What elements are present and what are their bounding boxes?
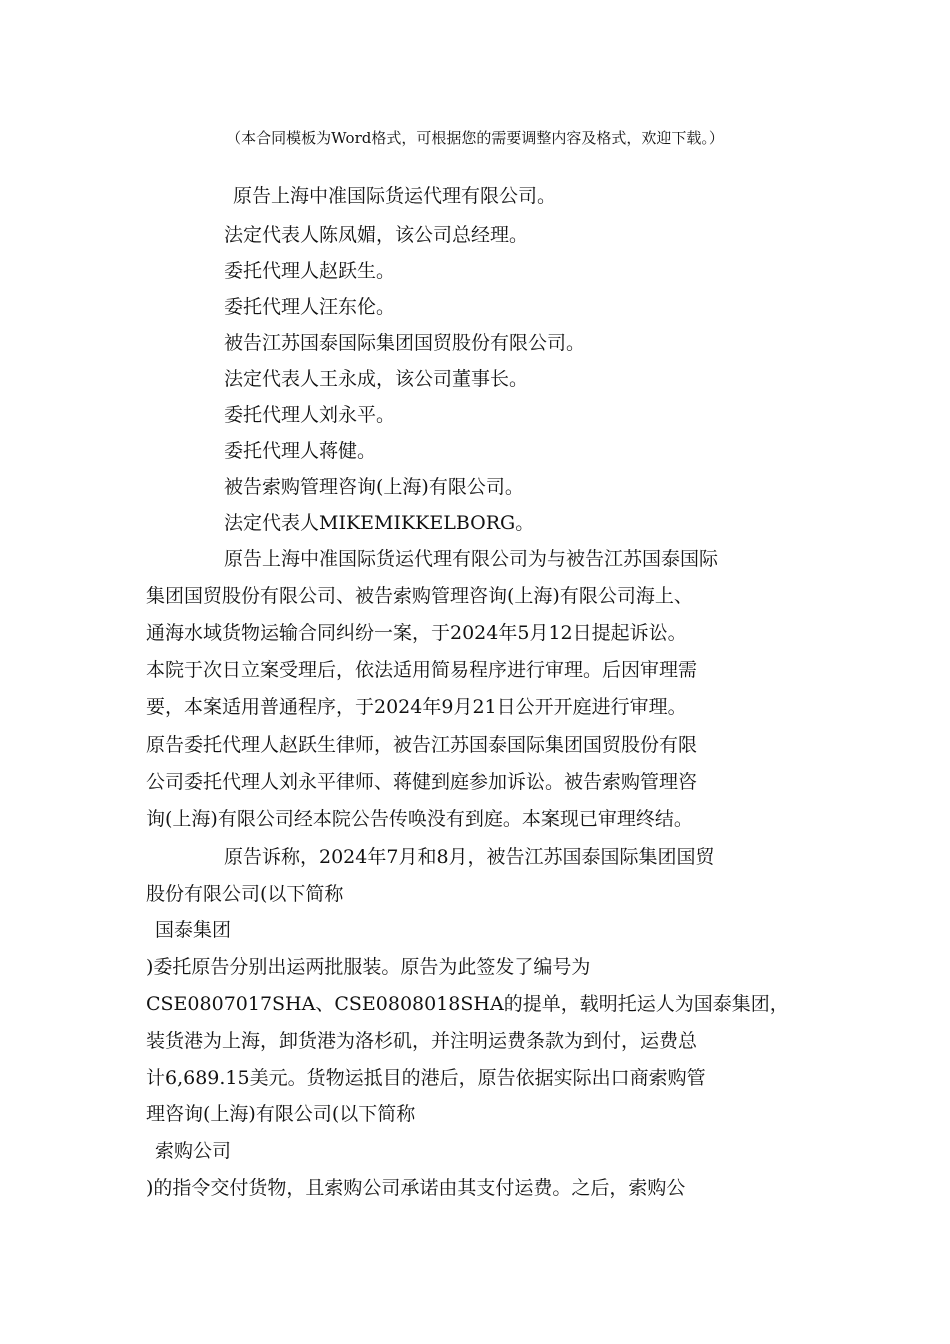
text-line: 询(上海)有限公司经本院公告传唤没有到庭。本案现已审理终结。 bbox=[146, 808, 693, 830]
text-line: 装货港为上海，卸货港为洛杉矶，并注明运费条款为到付，运费总 bbox=[146, 1030, 698, 1052]
text-line: 计6,689.15美元。货物运抵目的港后，原告依据实际出口商索购管 bbox=[146, 1067, 706, 1089]
text-line: )的指令交付货物，且索购公司承诺由其支付运费。之后，索购公 bbox=[146, 1177, 686, 1199]
text-line: 理咨询(上海)有限公司(以下简称 bbox=[146, 1103, 416, 1125]
text-line: 原告上海中准国际货运代理有限公司。 bbox=[233, 185, 557, 207]
text-line: 国泰集团 bbox=[155, 919, 232, 941]
text-line: 委托代理人刘永平。 bbox=[224, 404, 396, 426]
text-line: 股份有限公司(以下简称 bbox=[146, 883, 344, 905]
text-line: 通海水域货物运输合同纠纷一案，于2024年5月12日提起诉讼。 bbox=[146, 622, 687, 644]
text-line: 被告江苏国泰国际集团国贸股份有限公司。 bbox=[224, 332, 586, 354]
text-line: 委托代理人汪东伦。 bbox=[224, 296, 396, 318]
text-line: 本院于次日立案受理后，依法适用简易程序进行审理。后因审理需 bbox=[146, 659, 698, 681]
text-line: )委托原告分别出运两批服装。原告为此签发了编号为 bbox=[146, 956, 591, 978]
text-line: 要，本案适用普通程序，于2024年9月21日公开开庭进行审理。 bbox=[146, 696, 687, 718]
text-line: 法定代表人王永成，该公司董事长。 bbox=[224, 368, 529, 390]
text-line: CSE0807017SHA、CSE0808018SHA的提单，载明托运人为国泰集团， bbox=[146, 993, 789, 1015]
text-line: 原告诉称，2024年7月和8月，被告江苏国泰国际集团国贸 bbox=[224, 846, 715, 868]
text-line: 公司委托代理人刘永平律师、蒋健到庭参加诉讼。被告索购管理咨 bbox=[146, 771, 698, 793]
text-line: 集团国贸股份有限公司、被告索购管理咨询(上海)有限公司海上、 bbox=[146, 585, 693, 607]
text-line: 被告索购管理咨询(上海)有限公司。 bbox=[224, 476, 524, 498]
text-line: 原告委托代理人赵跃生律师，被告江苏国泰国际集团国贸股份有限 bbox=[146, 734, 698, 756]
text-line: 法定代表人陈凤媚，该公司总经理。 bbox=[224, 224, 529, 246]
text-line: 索购公司 bbox=[155, 1140, 232, 1162]
text-line: 委托代理人蒋健。 bbox=[224, 440, 377, 462]
text-line: 法定代表人MIKEMIKKELBORG。 bbox=[224, 512, 535, 534]
text-line: 原告上海中准国际货运代理有限公司为与被告江苏国泰国际 bbox=[224, 548, 719, 570]
text-line: 委托代理人赵跃生。 bbox=[224, 260, 396, 282]
template-note: （本合同模板为Word格式，可根据您的需要调整内容及格式，欢迎下载。） bbox=[226, 129, 724, 147]
